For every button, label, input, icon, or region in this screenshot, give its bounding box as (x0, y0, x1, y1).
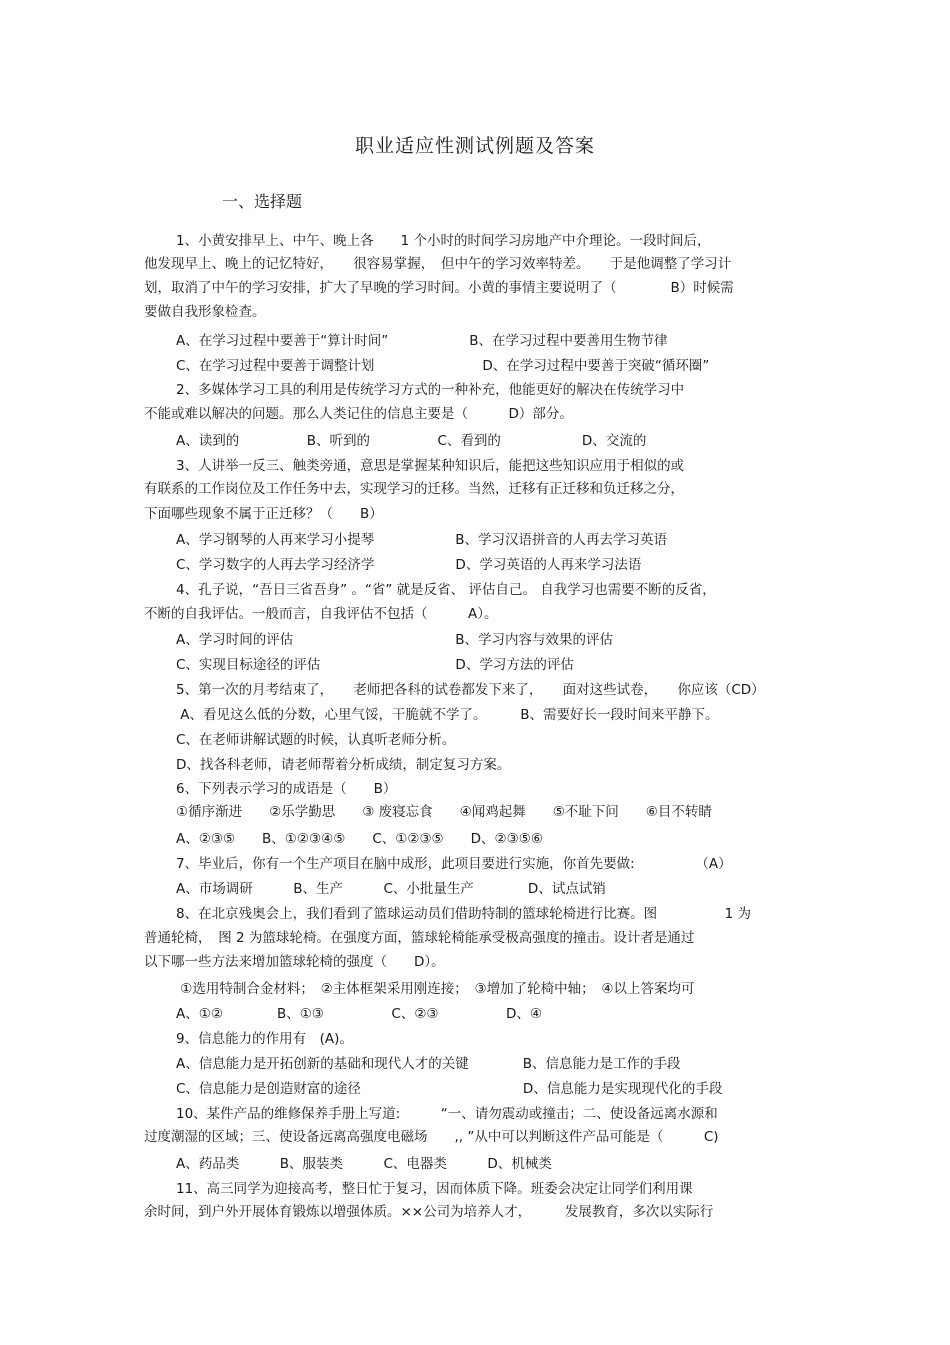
text-line: A、学习时间的评估 B、学习内容与效果的评估 (176, 632, 613, 648)
text-line: A、看见这么低的分数，心里气馁，干脆就不学了。 B、需要好长一段时间来平静下。 (176, 707, 719, 723)
text-line: C、信息能力是创造财富的途径 D、信息能力是实现现代化的手段 (176, 1081, 723, 1097)
text-line: A、①② B、①③ C、②③ D、④ (176, 1006, 543, 1022)
text-line: A、药品类 B、服装类 C、电器类 D、机械类 (176, 1156, 552, 1172)
text-line: C、在学习过程中要善于调整计划 D、在学习过程中要善于突破“循环圈” (176, 358, 710, 374)
text-line: 不断的自我评估。一般而言，自我评估不包括（ A）。 (144, 606, 498, 622)
text-line: 不能或难以解决的问题。那么人类记住的信息主要是（ D）部分。 (144, 406, 573, 422)
text-line: A、在学习过程中要善于“算计时间” B、在学习过程中要善用生物节律 (176, 333, 668, 349)
text-line: 8、在北京残奥会上，我们看到了篮球运动员们借助特制的篮球轮椅进行比赛。图 1 为 (176, 906, 751, 922)
text-line: C、在老师讲解试题的时候，认真听老师分析。 (176, 732, 456, 748)
text-line: 2、多媒体学习工具的利用是传统学习方式的一种补充，他能更好的解决在传统学习中 (176, 382, 685, 398)
text-line: 10、某件产品的维修保养手册上写道: “一、请勿震动或撞击；二、使设备远离水源和 (176, 1106, 718, 1122)
text-line: 划，取消了中午的学习安排，扩大了早晚的学习时间。小黄的事情主要说明了（ B）时候需 (144, 280, 734, 296)
text-line: 以下哪一些方法来增加篮球轮椅的强度（ D）。 (144, 954, 445, 970)
text-line: C、学习数字的人再去学习经济学 D、学习英语的人再来学习法语 (176, 557, 642, 573)
text-line: 11、高三同学为迎接高考，整日忙于复习，因而体质下降。班委会决定让同学们利用课 (176, 1181, 693, 1197)
text-line: 要做自我形象检查。 (144, 304, 266, 320)
text-line: 9、信息能力的作用有 (A)。 (176, 1031, 353, 1047)
text-line: C、实现目标途径的评估 D、学习方法的评估 (176, 657, 574, 673)
text-line: 1、小黄安排早上、中午、晚上各 1 个小时的时间学习房地产中介理论。一段时间后， (176, 233, 711, 249)
text-line: 普通轮椅， 图 2 为篮球轮椅。在强度方面，篮球轮椅能承受极高强度的撞击。设计者是通过 (144, 930, 695, 946)
text-line: A、②③⑤ B、①②③④⑤ C、①②③⑤ D、②③⑤⑥ (176, 831, 543, 847)
text-line: 7、毕业后，你有一个生产项目在脑中成形，此项目要进行实施，你首先要做: （A） (176, 856, 732, 872)
document-title: 职业适应性测试例题及答案 (354, 135, 595, 157)
text-line: A、学习钢琴的人再来学习小提琴 B、学习汉语拼音的人再去学习英语 (176, 532, 667, 548)
text-line: A、读到的 B、听到的 C、看到的 D、交流的 (176, 433, 647, 449)
text-line: 6、下列表示学习的成语是（ B） (176, 781, 397, 797)
text-line: 他发现早上、晚上的记忆特好， 很容易掌握， 但中午的学习效率特差。 于是他调整了学习计 (144, 256, 732, 272)
text-line: 余时间，到户外开展体育锻炼以增强体质。××公司为培养人才， 发展教育，多次以实际行 (144, 1204, 714, 1220)
text-line: 过度潮湿的区域；三、使设备远离高强度电磁场 ,, ”从中可以判断这件产品可能是（ C) (144, 1129, 719, 1145)
text-line: 下面哪些现象不属于正迁移？（ B） (144, 506, 383, 522)
text-line: ①选用特制合金材料； ②主体框架采用刚连接； ③增加了轮椅中轴； ④以上答案均可 (176, 981, 695, 997)
text-line: D、找各科老师，请老师帮着分析成绩，制定复习方案。 (176, 757, 511, 773)
text-line: A、信息能力是开拓创新的基础和现代人才的关键 B、信息能力是工作的手段 (176, 1056, 681, 1072)
section-heading: 一、选择题 (222, 192, 303, 211)
text-line: 4、孔子说，“吾日三省吾身” 。“省” 就是反省、 评估自己。 自我学习也需要不断的反省， (176, 582, 716, 598)
text-line: 5、第一次的月考结束了， 老师把各科的试卷都发下来了， 面对这些试卷， 你应该（CD） (176, 682, 765, 698)
text-line: ①循序渐进 ②乐学勤思 ③ 废寝忘食 ④闻鸡起舞 ⑤不耻下问 ⑥目不转睛 (176, 804, 712, 820)
text-line: 3、人讲举一反三、触类旁通，意思是掌握某种知识后，能把这些知识应用于相似的或 (176, 458, 685, 474)
text-line: A、市场调研 B、生产 C、小批量生产 D、试点试销 (176, 881, 606, 897)
text-line: 有联系的工作岗位及工作任务中去，实现学习的迁移。当然，迁移有正迁移和负迁移之分， (144, 481, 684, 497)
